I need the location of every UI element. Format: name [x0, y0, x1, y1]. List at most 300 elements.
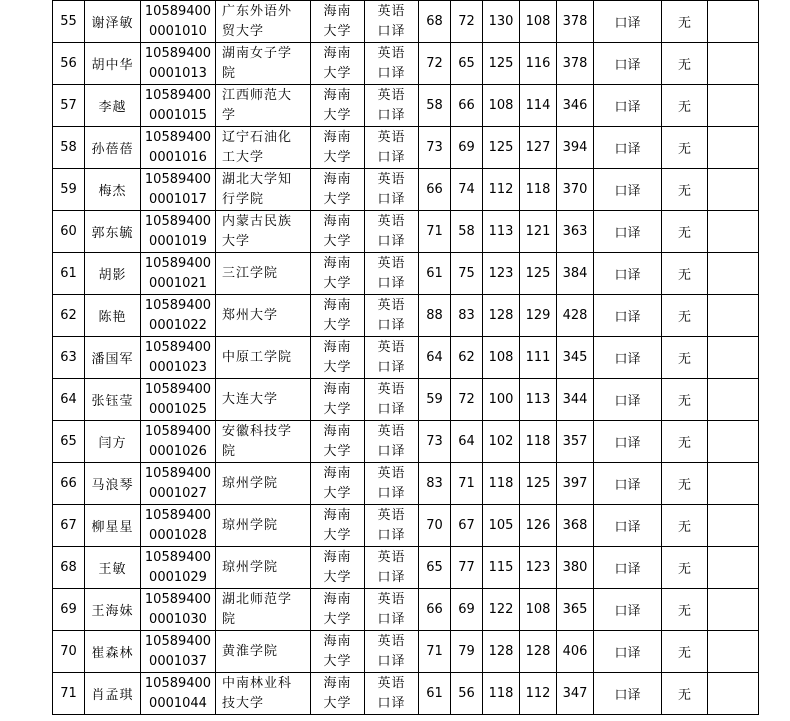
cell-score-foreign-language: [451, 547, 483, 589]
cell-score-politics: [419, 505, 451, 547]
cell-score-subject-one-text: 128: [488, 644, 514, 659]
cell-graduate-school: [216, 43, 311, 85]
cell-serial-no: [53, 505, 85, 547]
cell-candidate-name: [85, 463, 141, 505]
cell-score-foreign-language-text: 72: [458, 14, 475, 29]
cell-score-foreign-language-text: 62: [458, 350, 475, 365]
cell-remark: [662, 463, 708, 505]
table-row: [53, 589, 759, 631]
cell-graduate-school: [216, 1, 311, 43]
cell-blank: [708, 673, 759, 715]
cell-serial-no: [53, 169, 85, 211]
cell-score-foreign-language: [451, 505, 483, 547]
cell-exam-number: [141, 253, 216, 295]
cell-score-subject-two-text: 123: [525, 560, 551, 575]
cell-total-score: [557, 589, 594, 631]
cell-score-subject-one: [483, 379, 520, 421]
cell-score-politics-text: 64: [426, 350, 443, 365]
cell-target-university: [311, 43, 365, 85]
cell-total-score: [557, 253, 594, 295]
cell-total-score-text: 397: [562, 476, 588, 491]
cell-graduate-school-text: 院: [222, 65, 237, 81]
cell-major: [365, 421, 419, 463]
cell-target-university-text: 海南: [323, 87, 352, 103]
cell-graduate-school-text: 三江学院: [222, 265, 279, 281]
cell-serial-no-text: 67: [60, 518, 77, 533]
cell-graduate-school: [216, 379, 311, 421]
cell-score-politics: [419, 85, 451, 127]
table-body: [53, 1, 759, 715]
cell-major: [365, 379, 419, 421]
cell-target-university-text: 海南: [323, 339, 352, 355]
cell-major-text: 英语: [377, 549, 406, 565]
cell-target-university: [311, 337, 365, 379]
table-row: [53, 127, 759, 169]
cell-graduate-school-text: 中南林业科: [222, 675, 293, 691]
cell-graduate-school-text: 湖北师范学: [222, 591, 293, 607]
cell-major: [365, 589, 419, 631]
cell-research-direction: [594, 547, 662, 589]
cell-exam-number-text: 10589400: [144, 591, 212, 607]
cell-target-university-text: 海南: [323, 3, 352, 19]
cell-total-score-text: 345: [562, 350, 588, 365]
cell-remark: [662, 379, 708, 421]
cell-major-text: 口译: [377, 695, 406, 711]
cell-total-score: [557, 337, 594, 379]
cell-serial-no-text: 60: [60, 224, 77, 239]
cell-target-university-text: 大学: [323, 359, 352, 375]
cell-serial-no: [53, 421, 85, 463]
cell-exam-number: [141, 169, 216, 211]
cell-blank: [708, 379, 759, 421]
cell-score-subject-two: [520, 505, 557, 547]
cell-total-score: [557, 379, 594, 421]
cell-remark-text: 无: [677, 310, 691, 325]
cell-score-foreign-language: [451, 673, 483, 715]
cell-target-university: [311, 631, 365, 673]
cell-target-university-text: 海南: [323, 423, 352, 439]
cell-blank: [708, 463, 759, 505]
cell-major-text: 口译: [377, 485, 406, 501]
cell-serial-no-text: 59: [60, 182, 77, 197]
table-row: [53, 169, 759, 211]
cell-major-text: 英语: [377, 45, 406, 61]
cell-exam-number-text: 0001029: [149, 569, 207, 585]
cell-score-politics: [419, 169, 451, 211]
cell-serial-no-text: 61: [60, 266, 77, 281]
cell-graduate-school-text: 内蒙古民族: [222, 213, 293, 229]
cell-graduate-school-text: 行学院: [222, 191, 265, 207]
cell-graduate-school: [216, 211, 311, 253]
cell-candidate-name-text: 肖孟琪: [91, 688, 134, 703]
cell-score-subject-one: [483, 85, 520, 127]
cell-total-score-text: 347: [562, 686, 588, 701]
cell-candidate-name-text: 陈艳: [98, 310, 127, 325]
cell-research-direction: [594, 1, 662, 43]
cell-exam-number-text: 0001028: [149, 527, 207, 543]
cell-graduate-school: [216, 631, 311, 673]
cell-major-text: 口译: [377, 443, 406, 459]
cell-exam-number-text: 10589400: [144, 633, 212, 649]
cell-score-subject-two-text: 108: [525, 602, 551, 617]
cell-score-subject-two-text: 113: [525, 392, 551, 407]
cell-exam-number-text: 10589400: [144, 507, 212, 523]
cell-serial-no: [53, 547, 85, 589]
cell-major-text: 口译: [377, 527, 406, 543]
cell-target-university-text: 海南: [323, 213, 352, 229]
cell-score-politics-text: 73: [426, 140, 443, 155]
cell-remark-text: 无: [677, 16, 691, 31]
cell-score-subject-two-text: 118: [525, 434, 551, 449]
cell-candidate-name-text: 郭东毓: [91, 226, 134, 241]
cell-score-foreign-language: [451, 463, 483, 505]
cell-score-subject-two: [520, 589, 557, 631]
cell-major-text: 英语: [377, 381, 406, 397]
cell-score-politics-text: 68: [426, 14, 443, 29]
cell-graduate-school-text: 郑州大学: [222, 307, 279, 323]
cell-candidate-name: [85, 421, 141, 463]
cell-exam-number-text: 0001010: [149, 23, 207, 39]
cell-research-direction-text: 口译: [614, 394, 641, 409]
cell-score-subject-one: [483, 463, 520, 505]
cell-score-subject-two: [520, 337, 557, 379]
cell-serial-no: [53, 295, 85, 337]
cell-score-politics: [419, 127, 451, 169]
cell-score-politics: [419, 421, 451, 463]
cell-blank: [708, 505, 759, 547]
cell-score-subject-two: [520, 1, 557, 43]
cell-serial-no: [53, 43, 85, 85]
cell-candidate-name-text: 胡中华: [91, 58, 134, 73]
cell-graduate-school-text: 大连大学: [222, 391, 279, 407]
cell-score-subject-one: [483, 253, 520, 295]
cell-score-politics-text: 71: [426, 644, 443, 659]
cell-serial-no: [53, 631, 85, 673]
cell-blank: [708, 85, 759, 127]
cell-total-score: [557, 1, 594, 43]
cell-serial-no: [53, 127, 85, 169]
cell-target-university-text: 海南: [323, 549, 352, 565]
table-row: [53, 631, 759, 673]
cell-blank: [708, 337, 759, 379]
cell-score-politics-text: 83: [426, 476, 443, 491]
cell-major: [365, 631, 419, 673]
cell-score-foreign-language: [451, 421, 483, 463]
cell-total-score-text: 384: [562, 266, 588, 281]
cell-remark-text: 无: [677, 142, 691, 157]
cell-target-university: [311, 547, 365, 589]
cell-serial-no: [53, 337, 85, 379]
cell-total-score-text: 365: [562, 602, 588, 617]
cell-research-direction-text: 口译: [614, 352, 641, 367]
cell-blank: [708, 421, 759, 463]
cell-major-text: 英语: [377, 675, 406, 691]
cell-score-politics: [419, 43, 451, 85]
cell-major: [365, 1, 419, 43]
cell-major-text: 口译: [377, 359, 406, 375]
cell-total-score: [557, 169, 594, 211]
cell-graduate-school: [216, 673, 311, 715]
table-row: [53, 421, 759, 463]
cell-score-politics: [419, 1, 451, 43]
cell-score-politics-text: 58: [426, 98, 443, 113]
cell-research-direction-text: 口译: [614, 142, 641, 157]
cell-serial-no: [53, 85, 85, 127]
cell-total-score: [557, 85, 594, 127]
cell-candidate-name: [85, 85, 141, 127]
cell-score-subject-one-text: 108: [488, 98, 514, 113]
cell-total-score-text: 370: [562, 182, 588, 197]
cell-total-score: [557, 295, 594, 337]
cell-score-subject-two: [520, 43, 557, 85]
cell-major-text: 英语: [377, 507, 406, 523]
cell-major-text: 口译: [377, 653, 406, 669]
cell-graduate-school: [216, 169, 311, 211]
cell-remark: [662, 253, 708, 295]
cell-score-subject-two-text: 126: [525, 518, 551, 533]
cell-score-subject-two-text: 121: [525, 224, 551, 239]
cell-exam-number-text: 0001021: [149, 275, 207, 291]
cell-target-university-text: 大学: [323, 653, 352, 669]
cell-remark-text: 无: [677, 562, 691, 577]
cell-score-foreign-language-text: 71: [458, 476, 475, 491]
cell-candidate-name-text: 孙蓓蓓: [91, 142, 134, 157]
cell-score-foreign-language-text: 74: [458, 182, 475, 197]
cell-major: [365, 463, 419, 505]
cell-score-politics: [419, 211, 451, 253]
cell-serial-no: [53, 673, 85, 715]
cell-score-subject-one-text: 118: [488, 476, 514, 491]
cell-major-text: 口译: [377, 275, 406, 291]
cell-graduate-school: [216, 127, 311, 169]
cell-candidate-name: [85, 169, 141, 211]
cell-research-direction: [594, 169, 662, 211]
cell-remark: [662, 589, 708, 631]
cell-major-text: 英语: [377, 339, 406, 355]
cell-exam-number-text: 10589400: [144, 549, 212, 565]
cell-total-score-text: 394: [562, 140, 588, 155]
cell-major: [365, 673, 419, 715]
cell-blank: [708, 169, 759, 211]
cell-total-score-text: 344: [562, 392, 588, 407]
cell-research-direction-text: 口译: [614, 688, 641, 703]
cell-score-subject-two: [520, 421, 557, 463]
cell-remark-text: 无: [677, 688, 691, 703]
admission-table-wrapper: [52, 0, 759, 715]
cell-score-foreign-language-text: 67: [458, 518, 475, 533]
cell-score-subject-two: [520, 211, 557, 253]
cell-score-foreign-language: [451, 589, 483, 631]
cell-score-foreign-language: [451, 337, 483, 379]
cell-score-subject-one-text: 130: [488, 14, 514, 29]
cell-major-text: 口译: [377, 233, 406, 249]
cell-target-university: [311, 211, 365, 253]
cell-graduate-school: [216, 505, 311, 547]
cell-exam-number: [141, 337, 216, 379]
cell-major-text: 口译: [377, 107, 406, 123]
cell-remark-text: 无: [677, 646, 691, 661]
cell-research-direction-text: 口译: [614, 268, 641, 283]
cell-score-politics: [419, 631, 451, 673]
cell-exam-number-text: 10589400: [144, 465, 212, 481]
cell-target-university-text: 大学: [323, 611, 352, 627]
cell-major-text: 口译: [377, 23, 406, 39]
table-row: [53, 211, 759, 253]
cell-exam-number: [141, 631, 216, 673]
cell-total-score-text: 378: [562, 14, 588, 29]
cell-score-foreign-language: [451, 1, 483, 43]
cell-blank: [708, 589, 759, 631]
cell-graduate-school: [216, 85, 311, 127]
cell-serial-no-text: 58: [60, 140, 77, 155]
cell-score-foreign-language-text: 69: [458, 602, 475, 617]
cell-target-university-text: 海南: [323, 633, 352, 649]
cell-target-university-text: 海南: [323, 381, 352, 397]
cell-research-direction: [594, 505, 662, 547]
cell-candidate-name: [85, 379, 141, 421]
cell-graduate-school-text: 黄淮学院: [222, 643, 279, 659]
cell-score-subject-one: [483, 169, 520, 211]
cell-major: [365, 169, 419, 211]
cell-candidate-name-text: 谢泽敏: [91, 16, 134, 31]
cell-score-foreign-language: [451, 295, 483, 337]
cell-serial-no: [53, 1, 85, 43]
cell-graduate-school-text: 湖北大学知: [222, 171, 293, 187]
cell-score-subject-two-text: 125: [525, 266, 551, 281]
cell-blank: [708, 211, 759, 253]
cell-major: [365, 43, 419, 85]
cell-total-score-text: 378: [562, 56, 588, 71]
cell-research-direction-text: 口译: [614, 646, 641, 661]
cell-score-foreign-language: [451, 253, 483, 295]
cell-score-politics-text: 72: [426, 56, 443, 71]
cell-remark-text: 无: [677, 352, 691, 367]
cell-remark: [662, 631, 708, 673]
cell-total-score-text: 363: [562, 224, 588, 239]
cell-target-university-text: 海南: [323, 465, 352, 481]
cell-serial-no: [53, 253, 85, 295]
cell-serial-no-text: 57: [60, 98, 77, 113]
cell-target-university: [311, 253, 365, 295]
cell-score-subject-one: [483, 547, 520, 589]
cell-target-university-text: 大学: [323, 317, 352, 333]
cell-target-university-text: 大学: [323, 527, 352, 543]
cell-exam-number: [141, 295, 216, 337]
cell-candidate-name: [85, 253, 141, 295]
cell-score-foreign-language-text: 79: [458, 644, 475, 659]
cell-exam-number: [141, 211, 216, 253]
cell-total-score-text: 368: [562, 518, 588, 533]
cell-total-score: [557, 421, 594, 463]
cell-total-score: [557, 673, 594, 715]
cell-graduate-school: [216, 589, 311, 631]
cell-serial-no-text: 66: [60, 476, 77, 491]
cell-blank: [708, 295, 759, 337]
cell-blank: [708, 631, 759, 673]
cell-remark: [662, 295, 708, 337]
cell-target-university-text: 大学: [323, 401, 352, 417]
cell-target-university-text: 大学: [323, 23, 352, 39]
cell-research-direction: [594, 631, 662, 673]
cell-target-university-text: 海南: [323, 255, 352, 271]
cell-candidate-name: [85, 505, 141, 547]
cell-candidate-name-text: 胡影: [98, 268, 127, 283]
cell-candidate-name: [85, 673, 141, 715]
cell-graduate-school-text: 辽宁石油化: [222, 129, 293, 145]
cell-score-foreign-language-text: 64: [458, 434, 475, 449]
cell-graduate-school-text: 江西师范大: [222, 87, 293, 103]
cell-exam-number-text: 0001026: [149, 443, 207, 459]
cell-score-subject-one-text: 123: [488, 266, 514, 281]
cell-remark-text: 无: [677, 226, 691, 241]
cell-target-university: [311, 295, 365, 337]
cell-major-text: 口译: [377, 611, 406, 627]
cell-exam-number: [141, 379, 216, 421]
cell-score-politics-text: 66: [426, 182, 443, 197]
cell-score-foreign-language: [451, 127, 483, 169]
cell-major-text: 英语: [377, 213, 406, 229]
cell-exam-number: [141, 127, 216, 169]
cell-candidate-name: [85, 295, 141, 337]
cell-total-score-text: 428: [562, 308, 588, 323]
cell-graduate-school-text: 琼州学院: [222, 517, 279, 533]
cell-exam-number-text: 10589400: [144, 3, 212, 19]
cell-score-politics-text: 59: [426, 392, 443, 407]
cell-exam-number-text: 0001027: [149, 485, 207, 501]
cell-candidate-name: [85, 547, 141, 589]
cell-research-direction-text: 口译: [614, 310, 641, 325]
cell-exam-number: [141, 505, 216, 547]
cell-research-direction: [594, 589, 662, 631]
cell-score-subject-two: [520, 295, 557, 337]
cell-score-subject-one-text: 125: [488, 56, 514, 71]
cell-score-foreign-language-text: 77: [458, 560, 475, 575]
cell-target-university: [311, 589, 365, 631]
cell-major: [365, 85, 419, 127]
cell-remark: [662, 673, 708, 715]
cell-score-politics-text: 61: [426, 686, 443, 701]
cell-score-subject-one-text: 105: [488, 518, 514, 533]
table-row: [53, 253, 759, 295]
cell-major: [365, 337, 419, 379]
cell-score-subject-one: [483, 127, 520, 169]
cell-exam-number: [141, 421, 216, 463]
cell-research-direction-text: 口译: [614, 604, 641, 619]
cell-graduate-school: [216, 463, 311, 505]
cell-exam-number-text: 10589400: [144, 339, 212, 355]
cell-target-university-text: 大学: [323, 485, 352, 501]
cell-research-direction: [594, 85, 662, 127]
cell-score-subject-one-text: 113: [488, 224, 514, 239]
cell-target-university-text: 海南: [323, 507, 352, 523]
cell-candidate-name: [85, 589, 141, 631]
cell-exam-number-text: 0001037: [149, 653, 207, 669]
cell-remark: [662, 85, 708, 127]
cell-candidate-name: [85, 127, 141, 169]
cell-target-university: [311, 421, 365, 463]
cell-remark-text: 无: [677, 100, 691, 115]
cell-serial-no-text: 70: [60, 644, 77, 659]
cell-score-politics-text: 66: [426, 602, 443, 617]
cell-exam-number: [141, 85, 216, 127]
cell-score-foreign-language-text: 66: [458, 98, 475, 113]
cell-score-subject-one: [483, 211, 520, 253]
cell-remark-text: 无: [677, 58, 691, 73]
cell-research-direction-text: 口译: [614, 562, 641, 577]
cell-serial-no-text: 71: [60, 686, 77, 701]
cell-score-subject-one-text: 125: [488, 140, 514, 155]
cell-graduate-school: [216, 547, 311, 589]
